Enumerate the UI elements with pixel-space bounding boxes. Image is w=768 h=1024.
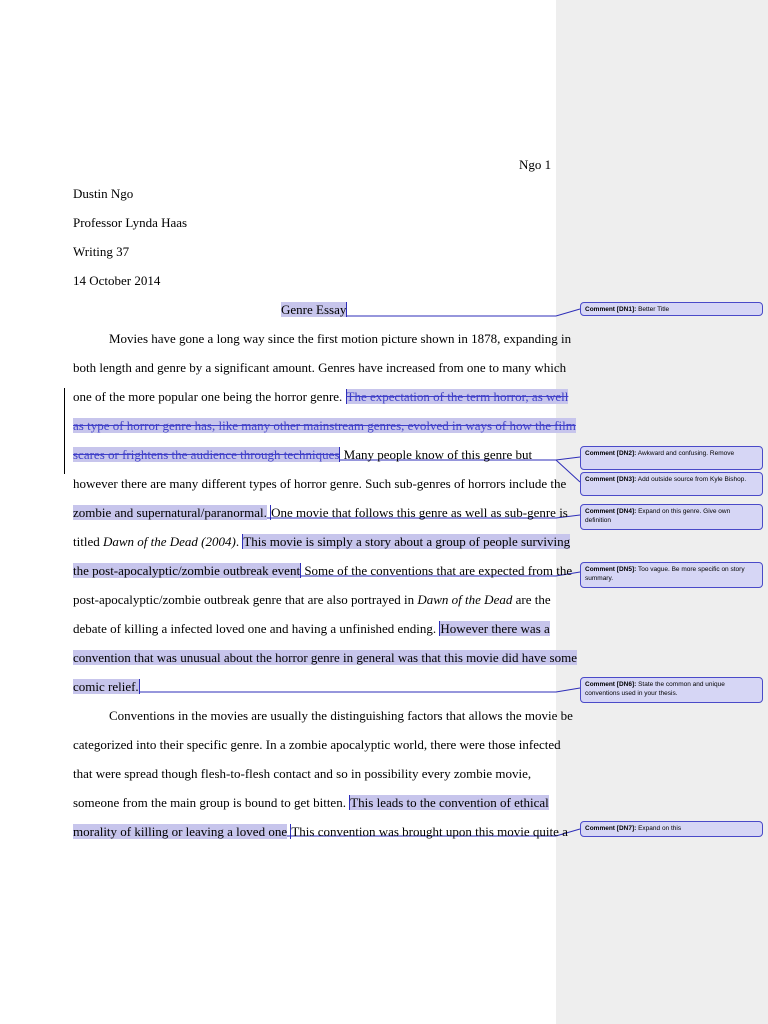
title-text: Genre Essay (281, 302, 347, 317)
body-line-10 (73, 592, 551, 608)
professor-name: Professor Lynda Haas (73, 215, 188, 230)
comment-dn7[interactable] (580, 821, 763, 837)
deleted-text[interactable]: scares or frightens the audience through techniques (73, 447, 340, 462)
body-line-11 (73, 621, 550, 637)
comment-dn2[interactable] (580, 446, 763, 470)
body-line-11-text: debate of killing a infected loved one and having a unfinished ending. (73, 621, 440, 636)
author-name: Dustin Ngo (73, 186, 134, 201)
comment-tag: Comment [DN7]: (585, 825, 637, 832)
body-line-9 (73, 563, 572, 579)
movie-title: Dawn of the Dead (417, 592, 513, 607)
highlighted-text[interactable]: zombie and supernatural/paranormal. (73, 505, 267, 520)
body-line-4 (73, 418, 576, 434)
body-line-6: however there are many different types of horror genre. Such sub-genres of horrors include the (73, 476, 567, 491)
comment-anchor-dn6 (139, 679, 140, 694)
highlighted-text[interactable]: the post-apocalyptic/zombie outbreak event (73, 563, 301, 578)
body-line-16: that were spread though flesh-to-flesh contact and so in possibility every zombie movie, (73, 766, 532, 781)
highlighted-text[interactable]: This leads to the convention of ethical (350, 795, 549, 810)
comment-text: Too vague. Be more specific on story summary. (585, 566, 745, 582)
body-line-7-text: One movie that follows this genre as well as sub-genre is (271, 505, 568, 520)
body-line-10-text: post-apocalyptic/zombie outbreak genre that are also portrayed in (73, 592, 418, 607)
comment-dn3[interactable] (580, 472, 763, 496)
body-line-18 (73, 824, 568, 840)
course-name: Writing 37 (73, 244, 130, 259)
body-line-18-text: This convention was brought upon this movie quite a (291, 824, 568, 839)
comment-text: Add outside source from Kyle Bishop. (637, 476, 747, 483)
body-line-14: Conventions in the movies are usually the distinguishing factors that allows the movie be (109, 708, 573, 723)
comment-text: Awkward and confusing. Remove (637, 450, 735, 457)
change-bar (64, 388, 65, 474)
deleted-text[interactable]: as type of horror genre has, like many other mainstream genres, evolved in ways of how the film (73, 418, 576, 433)
comment-text: State the common and unique conventions used in your thesis. (585, 681, 725, 697)
body-line-1: Movies have gone a long way since the first motion picture shown in 1878, expanding in (109, 331, 572, 346)
body-line-3 (73, 389, 568, 405)
comment-dn5[interactable] (580, 562, 763, 588)
comment-dn4[interactable] (580, 504, 763, 530)
comment-anchor-dn2 (339, 447, 340, 462)
comment-anchor-dn1 (346, 302, 347, 317)
movie-title: Dawn of the Dead (2004) (102, 534, 236, 549)
comment-text: Expand on this genre. Give own definition (585, 508, 731, 524)
page-number-header: Ngo 1 (519, 157, 552, 172)
essay-date: 14 October 2014 (73, 273, 161, 288)
comment-dn6[interactable] (580, 677, 763, 703)
deleted-text[interactable]: The expectation of the term horror, as well (346, 389, 569, 404)
comment-text: Better Title (638, 306, 670, 313)
comment-text: Expand on this (638, 825, 682, 832)
body-line-8 (73, 534, 570, 550)
body-line-17-text: someone from the main group is bound to get bitten. (73, 795, 350, 810)
comment-tag: Comment [DN1]: (585, 306, 637, 313)
body-line-3-text: one of the more popular one being the horror genre. (73, 389, 343, 404)
body-line-17 (73, 795, 549, 811)
body-line-8-text: titled (73, 534, 103, 549)
highlighted-text[interactable]: This movie is simply a story about a group of people surviving (243, 534, 571, 549)
body-line-15: categorized into their specific genre. In a zombie apocalyptic world, there were those infected (73, 737, 561, 752)
body-line-13 (73, 679, 140, 695)
body-line-2: both length and genre by a significant amount. Genres have increased from one to many which (73, 360, 567, 375)
highlighted-text[interactable]: comic relief. (73, 679, 139, 694)
body-line-8-punct: . (235, 534, 243, 549)
highlighted-text[interactable]: convention that was unusual about the horror genre in general was that this movie did have some (73, 650, 577, 665)
body-line-5-text: Many people know of this genre but (343, 447, 533, 462)
body-line-9-text: Some of the conventions that are expected from the (301, 563, 573, 578)
body-line-5 (73, 447, 532, 463)
highlighted-text[interactable]: morality of killing or leaving a loved one (73, 824, 288, 839)
body-line-12 (73, 650, 577, 666)
body-line-7 (73, 505, 568, 521)
essay-title[interactable] (281, 302, 347, 318)
body-line-10-end: are the (512, 592, 551, 607)
comment-tag: Comment [DN4]: (585, 508, 637, 515)
comment-tag: Comment [DN6]: (585, 681, 637, 688)
comment-tag: Comment [DN5]: (585, 566, 637, 573)
comment-tag: Comment [DN2]: (585, 450, 637, 457)
comment-dn1[interactable] (580, 302, 763, 316)
comment-tag: Comment [DN3]: (585, 476, 637, 483)
highlighted-text[interactable]: However there was a (440, 621, 550, 636)
